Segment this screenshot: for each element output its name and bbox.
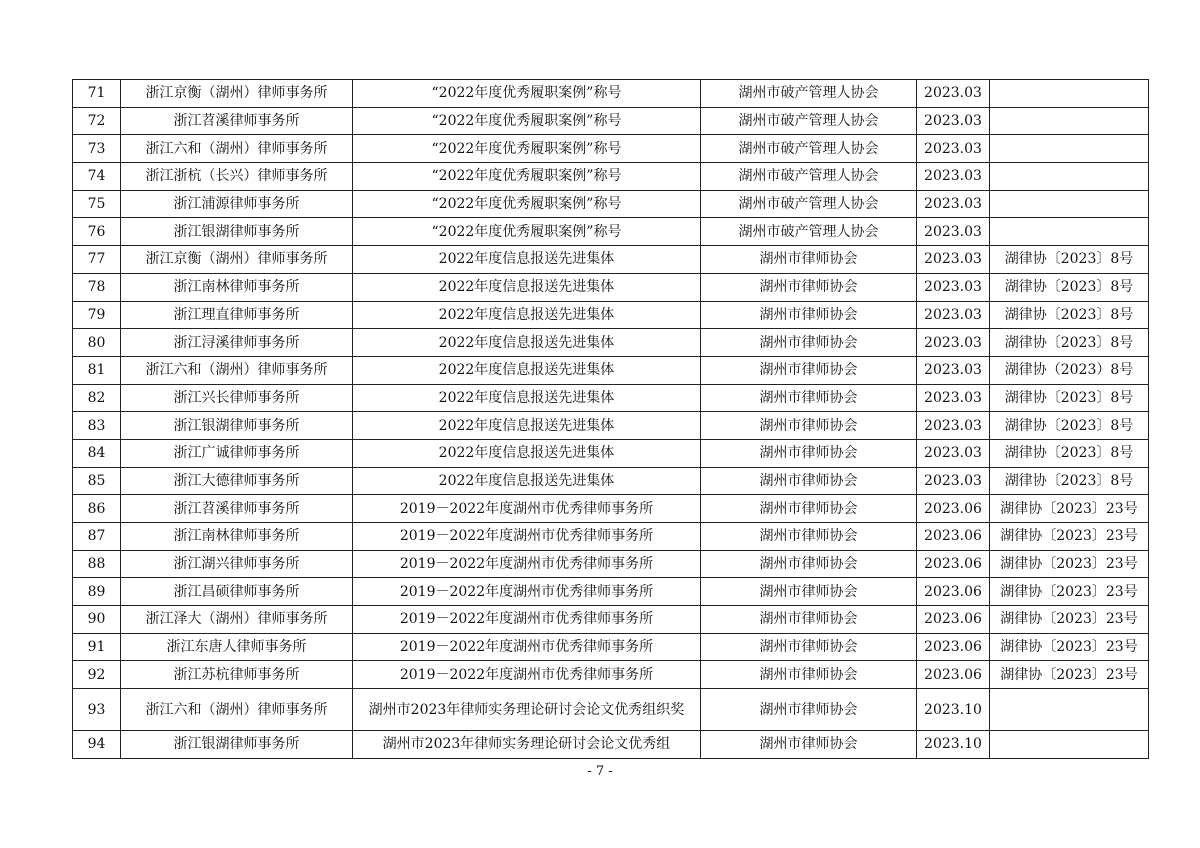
award-date-cell: 2023.03 (917, 412, 990, 440)
table-row (73, 689, 1149, 731)
issuing-body-cell: 湖州市律师协会 (701, 578, 917, 606)
document-number-cell: 湖律协〔2023〕23号 (990, 495, 1149, 523)
issuing-body-cell: 湖州市律师协会 (701, 412, 917, 440)
law-firm-cell: 浙江兴长律师事务所 (121, 384, 353, 412)
issuing-body-cell: 湖州市律师协会 (701, 523, 917, 551)
award-date-cell: 2023.06 (917, 661, 990, 689)
row-number-cell: 76 (73, 218, 121, 246)
document-number-cell: 湖律协〔2023〕23号 (990, 606, 1149, 634)
row-number-cell: 77 (73, 246, 121, 274)
document-number-cell (990, 135, 1149, 163)
table-row (73, 550, 1149, 578)
law-firm-cell: 浙江泽大（湖州）律师事务所 (121, 606, 353, 634)
table-row (73, 578, 1149, 606)
law-firm-cell: 浙江东唐人律师事务所 (121, 633, 353, 661)
law-firm-cell: 浙江湖兴律师事务所 (121, 550, 353, 578)
award-title-cell: 湖州市2023年律师实务理论研讨会论文优秀组织奖 (353, 689, 701, 731)
award-title-cell: 2019－2022年度湖州市优秀律师事务所 (353, 633, 701, 661)
award-date-cell: 2023.03 (917, 135, 990, 163)
document-number-cell: 湖律协〔2023〕23号 (990, 523, 1149, 551)
document-number-cell (990, 731, 1149, 759)
law-firm-cell: 浙江广诚律师事务所 (121, 439, 353, 467)
document-number-cell (990, 190, 1149, 218)
table-row (73, 495, 1149, 523)
award-title-cell: 2022年度信息报送先进集体 (353, 384, 701, 412)
law-firm-cell: 浙江银湖律师事务所 (121, 731, 353, 759)
row-number-cell: 79 (73, 301, 121, 329)
issuing-body-cell: 湖州市律师协会 (701, 384, 917, 412)
table-row (73, 523, 1149, 551)
law-firm-cell: 浙江苏杭律师事务所 (121, 661, 353, 689)
award-title-cell: 2019－2022年度湖州市优秀律师事务所 (353, 550, 701, 578)
law-firm-cell: 浙江京衡（湖州）律师事务所 (121, 80, 353, 108)
row-number-cell: 93 (73, 689, 121, 731)
row-number-cell: 71 (73, 80, 121, 108)
award-title-cell: 2022年度信息报送先进集体 (353, 246, 701, 274)
award-date-cell: 2023.03 (917, 163, 990, 191)
document-number-cell (990, 107, 1149, 135)
law-firm-cell: 浙江六和（湖州）律师事务所 (121, 135, 353, 163)
document-number-cell: 湖律协（2023）8号 (990, 356, 1149, 384)
award-title-cell: 2019－2022年度湖州市优秀律师事务所 (353, 495, 701, 523)
table-row (73, 246, 1149, 274)
award-date-cell: 2023.03 (917, 384, 990, 412)
page-number: - 7 - (587, 764, 613, 779)
award-title-cell: 2022年度信息报送先进集体 (353, 329, 701, 357)
issuing-body-cell: 湖州市律师协会 (701, 606, 917, 634)
award-date-cell: 2023.03 (917, 273, 990, 301)
table-row (73, 80, 1149, 108)
award-date-cell: 2023.03 (917, 190, 990, 218)
table-row (73, 329, 1149, 357)
law-firm-cell: 浙江南林律师事务所 (121, 273, 353, 301)
law-firm-cell: 浙江昌硕律师事务所 (121, 578, 353, 606)
row-number-cell: 90 (73, 606, 121, 634)
award-date-cell: 2023.03 (917, 301, 990, 329)
award-title-cell: “2022年度优秀履职案例”称号 (353, 80, 701, 108)
row-number-cell: 89 (73, 578, 121, 606)
table-row (73, 412, 1149, 440)
issuing-body-cell: 湖州市律师协会 (701, 301, 917, 329)
table-row (73, 606, 1149, 634)
law-firm-cell: 浙江苕溪律师事务所 (121, 107, 353, 135)
document-number-cell: 湖律协〔2023〕23号 (990, 550, 1149, 578)
document-number-cell: 湖律协〔2023〕8号 (990, 439, 1149, 467)
document-number-cell: 湖律协〔2023〕8号 (990, 301, 1149, 329)
issuing-body-cell: 湖州市破产管理人协会 (701, 80, 917, 108)
table-row (73, 273, 1149, 301)
row-number-cell: 72 (73, 107, 121, 135)
document-number-cell: 湖律协〔2023〕8号 (990, 384, 1149, 412)
award-date-cell: 2023.06 (917, 523, 990, 551)
award-title-cell: 2022年度信息报送先进集体 (353, 467, 701, 495)
award-date-cell: 2023.03 (917, 467, 990, 495)
law-firm-cell: 浙江浙杭（长兴）律师事务所 (121, 163, 353, 191)
award-date-cell: 2023.06 (917, 550, 990, 578)
issuing-body-cell: 湖州市律师协会 (701, 661, 917, 689)
row-number-cell: 87 (73, 523, 121, 551)
law-firm-cell: 浙江银湖律师事务所 (121, 412, 353, 440)
issuing-body-cell: 湖州市律师协会 (701, 689, 917, 731)
row-number-cell: 84 (73, 439, 121, 467)
document-number-cell: 湖律协〔2023〕8号 (990, 246, 1149, 274)
document-number-cell (990, 218, 1149, 246)
award-title-cell: 2019－2022年度湖州市优秀律师事务所 (353, 523, 701, 551)
award-date-cell: 2023.03 (917, 246, 990, 274)
row-number-cell: 78 (73, 273, 121, 301)
row-number-cell: 94 (73, 731, 121, 759)
award-title-cell: 2019－2022年度湖州市优秀律师事务所 (353, 606, 701, 634)
document-number-cell (990, 689, 1149, 731)
award-date-cell: 2023.03 (917, 107, 990, 135)
award-date-cell: 2023.03 (917, 218, 990, 246)
table-row (73, 190, 1149, 218)
awards-table (72, 79, 1149, 759)
document-number-cell: 湖律协〔2023〕23号 (990, 633, 1149, 661)
award-title-cell: “2022年度优秀履职案例”称号 (353, 135, 701, 163)
award-date-cell: 2023.06 (917, 495, 990, 523)
row-number-cell: 75 (73, 190, 121, 218)
table-row (73, 731, 1149, 759)
row-number-cell: 82 (73, 384, 121, 412)
row-number-cell: 92 (73, 661, 121, 689)
award-title-cell: “2022年度优秀履职案例”称号 (353, 190, 701, 218)
issuing-body-cell: 湖州市律师协会 (701, 633, 917, 661)
table-row (73, 135, 1149, 163)
law-firm-cell: 浙江京衡（湖州）律师事务所 (121, 246, 353, 274)
award-title-cell: 2022年度信息报送先进集体 (353, 412, 701, 440)
award-date-cell: 2023.10 (917, 731, 990, 759)
award-title-cell: 2019－2022年度湖州市优秀律师事务所 (353, 661, 701, 689)
award-title-cell: “2022年度优秀履职案例”称号 (353, 163, 701, 191)
row-number-cell: 83 (73, 412, 121, 440)
table-row (73, 633, 1149, 661)
award-title-cell: 2022年度信息报送先进集体 (353, 301, 701, 329)
issuing-body-cell: 湖州市律师协会 (701, 329, 917, 357)
law-firm-cell: 浙江大德律师事务所 (121, 467, 353, 495)
award-title-cell: “2022年度优秀履职案例”称号 (353, 218, 701, 246)
row-number-cell: 73 (73, 135, 121, 163)
issuing-body-cell: 湖州市破产管理人协会 (701, 163, 917, 191)
law-firm-cell: 浙江浦源律师事务所 (121, 190, 353, 218)
document-number-cell: 湖律协〔2023〕8号 (990, 467, 1149, 495)
issuing-body-cell: 湖州市律师协会 (701, 273, 917, 301)
table-row (73, 467, 1149, 495)
issuing-body-cell: 湖州市律师协会 (701, 731, 917, 759)
law-firm-cell: 浙江浔溪律师事务所 (121, 329, 353, 357)
document-number-cell: 湖律协〔2023〕23号 (990, 661, 1149, 689)
award-date-cell: 2023.10 (917, 689, 990, 731)
award-date-cell: 2023.03 (917, 80, 990, 108)
award-date-cell: 2023.03 (917, 329, 990, 357)
awards-table-body (73, 80, 1149, 759)
row-number-cell: 88 (73, 550, 121, 578)
award-title-cell: 2022年度信息报送先进集体 (353, 273, 701, 301)
issuing-body-cell: 湖州市律师协会 (701, 467, 917, 495)
row-number-cell: 74 (73, 163, 121, 191)
document-number-cell: 湖律协〔2023〕23号 (990, 578, 1149, 606)
law-firm-cell: 浙江六和（湖州）律师事务所 (121, 689, 353, 731)
award-title-cell: “2022年度优秀履职案例”称号 (353, 107, 701, 135)
issuing-body-cell: 湖州市破产管理人协会 (701, 190, 917, 218)
document-number-cell: 湖律协〔2023〕8号 (990, 329, 1149, 357)
document-number-cell (990, 163, 1149, 191)
table-row (73, 163, 1149, 191)
law-firm-cell: 浙江银湖律师事务所 (121, 218, 353, 246)
award-date-cell: 2023.06 (917, 578, 990, 606)
table-row (73, 218, 1149, 246)
document-number-cell: 湖律协〔2023〕8号 (990, 273, 1149, 301)
law-firm-cell: 浙江南林律师事务所 (121, 523, 353, 551)
issuing-body-cell: 湖州市破产管理人协会 (701, 135, 917, 163)
table-row (73, 107, 1149, 135)
table-row (73, 661, 1149, 689)
row-number-cell: 91 (73, 633, 121, 661)
award-title-cell: 2022年度信息报送先进集体 (353, 439, 701, 467)
row-number-cell: 85 (73, 467, 121, 495)
award-date-cell: 2023.03 (917, 439, 990, 467)
table-row (73, 356, 1149, 384)
issuing-body-cell: 湖州市破产管理人协会 (701, 218, 917, 246)
table-row (73, 439, 1149, 467)
award-title-cell: 2022年度信息报送先进集体 (353, 356, 701, 384)
award-title-cell: 2019－2022年度湖州市优秀律师事务所 (353, 578, 701, 606)
issuing-body-cell: 湖州市律师协会 (701, 356, 917, 384)
award-date-cell: 2023.03 (917, 356, 990, 384)
award-date-cell: 2023.06 (917, 633, 990, 661)
issuing-body-cell: 湖州市律师协会 (701, 495, 917, 523)
table-row (73, 384, 1149, 412)
award-title-cell: 湖州市2023年律师实务理论研讨会论文优秀组 (353, 731, 701, 759)
issuing-body-cell: 湖州市律师协会 (701, 550, 917, 578)
law-firm-cell: 浙江苕溪律师事务所 (121, 495, 353, 523)
issuing-body-cell: 湖州市破产管理人协会 (701, 107, 917, 135)
row-number-cell: 86 (73, 495, 121, 523)
document-number-cell (990, 80, 1149, 108)
table-row (73, 301, 1149, 329)
row-number-cell: 81 (73, 356, 121, 384)
award-date-cell: 2023.06 (917, 606, 990, 634)
law-firm-cell: 浙江理直律师事务所 (121, 301, 353, 329)
document-number-cell: 湖律协〔2023〕8号 (990, 412, 1149, 440)
issuing-body-cell: 湖州市律师协会 (701, 439, 917, 467)
issuing-body-cell: 湖州市律师协会 (701, 246, 917, 274)
row-number-cell: 80 (73, 329, 121, 357)
law-firm-cell: 浙江六和（湖州）律师事务所 (121, 356, 353, 384)
